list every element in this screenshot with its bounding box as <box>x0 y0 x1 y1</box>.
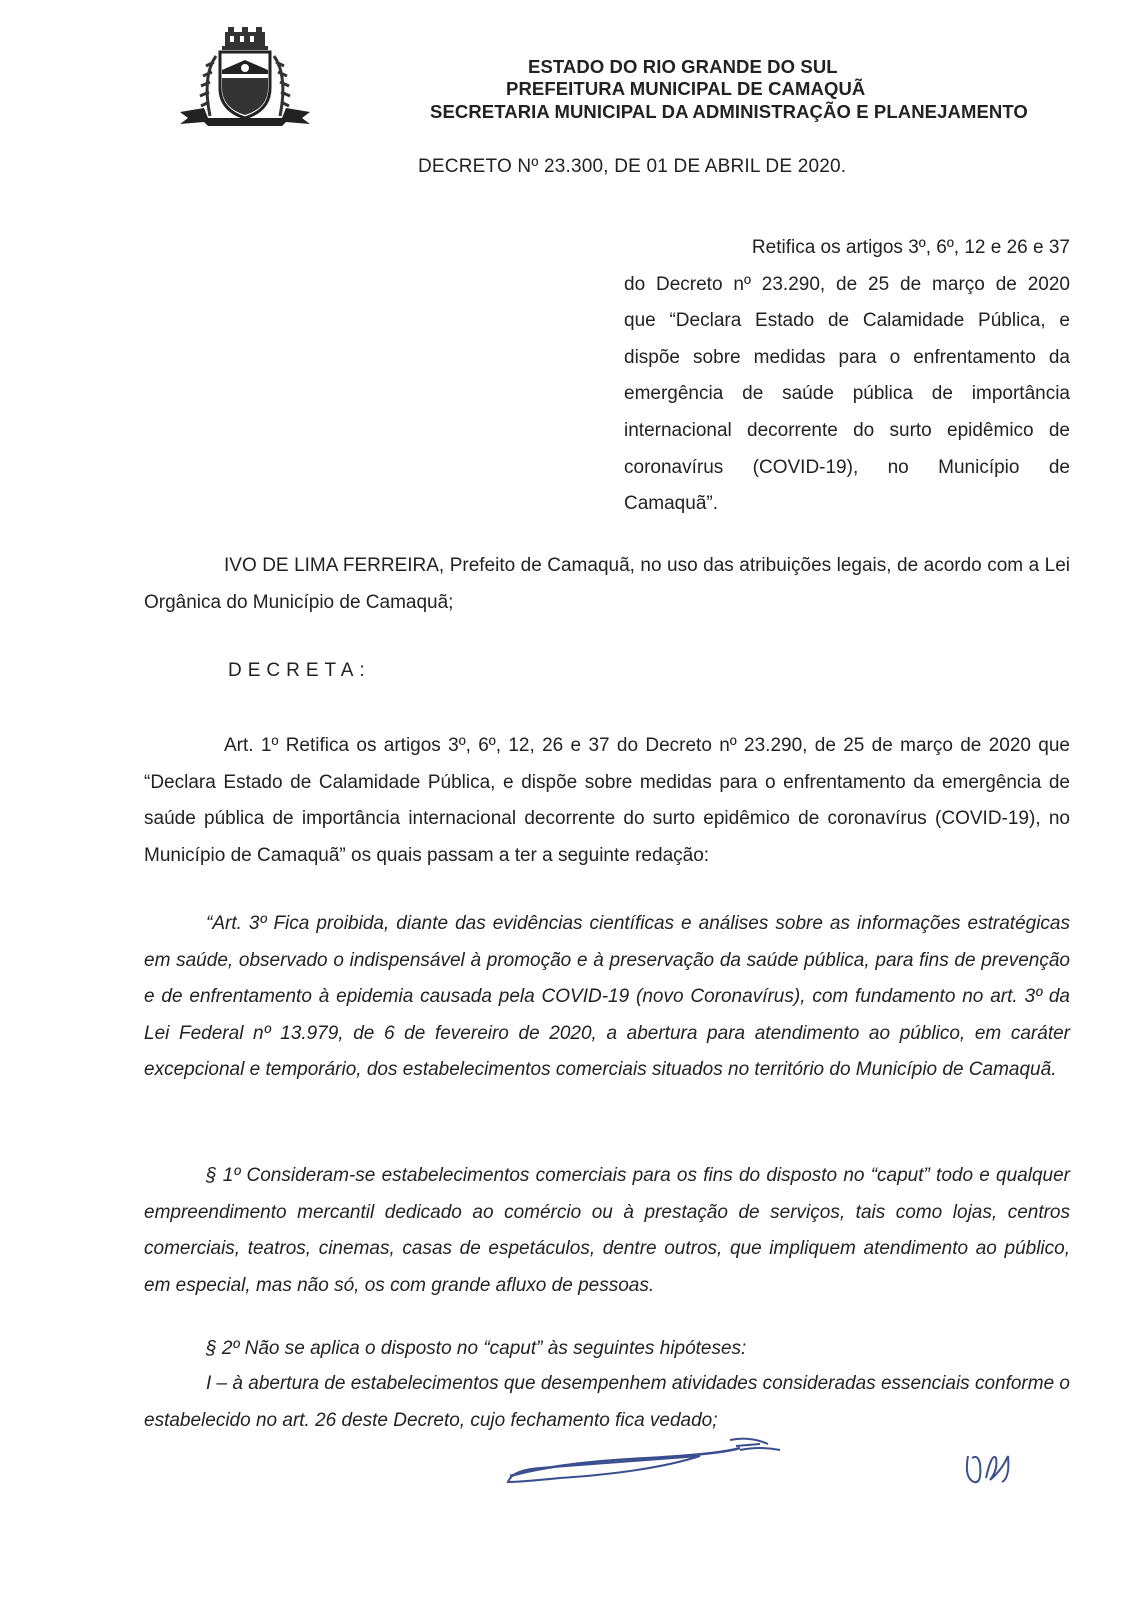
preamble-text: IVO DE LIMA FERREIRA, Prefeito de Camaquã, no uso das atribuições legais, de acordo com a Lei Orgânica do Município de Camaquã; <box>144 555 1070 613</box>
article-3 <box>144 906 1070 1089</box>
header-secretariat: SECRETARIA MUNICIPAL DA ADMINISTRAÇÃO E PLANEJAMENTO <box>430 101 1028 122</box>
paragraph-1 <box>144 1158 1070 1304</box>
summary-line: coronavírus (COVID-19), no Município de <box>624 456 1070 478</box>
item-1 <box>144 1366 1070 1439</box>
summary-line: Camaquã”. <box>624 493 718 515</box>
article-1-text: Art. 1º Retifica os artigos 3º, 6º, 12, 26 e 37 do Decreto nº 23.290, de 25 de março de 2020 que “Declara Estado de Calamidade Pública, e dispõe sobre medidas para o enfrentamento da emergência de saúde pública de importância internacional decorrente do surto epidêmico de coronavírus (COVID-19), no Município de Camaquã” os quais passam a ter a seguinte redação: <box>144 735 1070 866</box>
summary-line: que “Declara Estado de Calamidade Pública, e <box>624 310 1070 332</box>
summary-line: internacional decorrente do surto epidêmico de <box>624 419 1070 441</box>
decree-summary <box>624 230 1070 523</box>
decree-title: DECRETO Nº 23.300, DE 01 DE ABRIL DE 2020. <box>418 156 847 177</box>
summary-line: Retifica os artigos 3º, 6º, 12 e 26 e 37 <box>751 237 1070 258</box>
summary-line: emergência de saúde pública de importância <box>624 383 1070 405</box>
paragraph-1-text: § 1º Consideram-se estabelecimentos comerciais para os fins do disposto no “caput” todo e qualquer empreendimento mercantil dedicado ao comércio ou à prestação de serviços, tais como lojas, centros comerciais, teatros, cinemas, casas de espetáculos, dentre outros, que impliquem atendimento ao público, em especial, mas não só, os com grande afluxo de pessoas. <box>144 1165 1070 1296</box>
signature <box>500 1432 790 1502</box>
header-state: ESTADO DO RIO GRANDE DO SUL <box>528 56 838 77</box>
article-3-text: “Art. 3º Fica proibida, diante das evidências científicas e análises sobre as informações estratégicas em saúde, observado o indispensável à promoção e à preservação da saúde pública, para fins de prevenção e de enfrentamento à epidemia causada pela COVID-19 (novo Coronavírus), com fundamento no art. 3º da Lei Federal nº 13.979, de 6 de fevereiro de 2020, a abertura para atendimento ao público, em caráter excepcional e temporário, dos estabelecimentos comerciais situados no território do Município de Camaquã. <box>144 913 1070 1081</box>
paragraph-2: § 2º Não se aplica o disposto no “caput” às seguintes hipóteses: <box>206 1338 747 1359</box>
summary-line: do Decreto nº 23.290, de 25 de março de 2020 <box>624 273 1070 295</box>
coat-of-arms-icon <box>178 26 312 130</box>
preamble <box>144 548 1070 621</box>
decreta-heading: DECRETA: <box>228 660 371 681</box>
summary-line: dispõe sobre medidas para o enfrentamento da <box>624 346 1070 368</box>
item-1-text: I – à abertura de estabelecimentos que desempenhem atividades consideradas essenciais conforme o estabelecido no art. 26 deste Decreto, cujo fechamento fica vedado; <box>144 1373 1070 1431</box>
initials <box>962 1448 1018 1492</box>
header-prefecture: PREFEITURA MUNICIPAL DE CAMAQUÃ <box>506 78 866 99</box>
article-1 <box>144 728 1070 874</box>
